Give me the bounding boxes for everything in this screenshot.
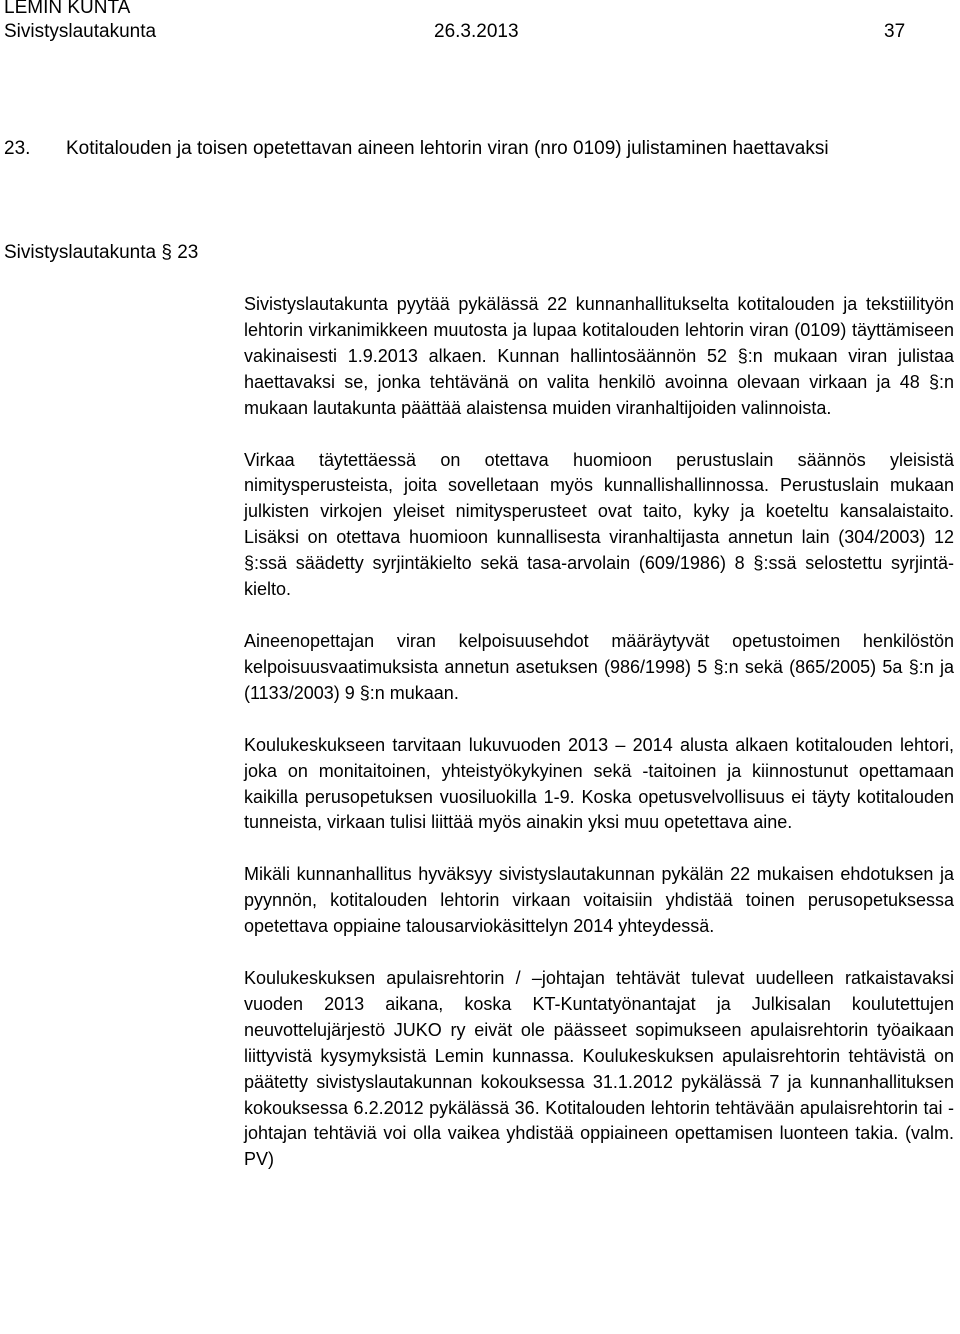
paragraph-2: Virkaa täytettäessä on otettava huomioon perustuslain säännös yleisistä nimitysperusteista, joita sovelletaan myös kunnallishallinnossa. Perustuslain mukaan julkisten virkojen yleiset nimitysperusteet ovat taito, kyky ja koeteltu kansalaistaito. Lisäksi on otettava huomioon kunnallisesta viranhaltijasta annetun lain (304/2003) 12 §:ssä säädetty syrjintäkielto sekä tasa-arvolain (609/1986) 8 §:ssä selostettu syrjintäkielto. — [244, 449, 954, 600]
section-title — [4, 136, 944, 162]
paragraph-3: Aineenopettajan viran kelpoisuusehdot määräytyvät opetustoimen henkilöstön kelpoisuusvaatimuksista annetun asetuksen (986/1998) 5 §:n sekä (865/2005) 5a §:n ja (1133/2003) 9 §:n mukaan. — [244, 630, 954, 703]
body-text — [244, 292, 954, 1199]
organization-name: LEMIN KUNTA — [4, 0, 131, 18]
paragraph-6: Koulukeskuksen apulaisrehtorin / –johtajan tehtävät tulevat uudelleen ratkaistavaksi vuoden 2013 aikana, koska KT-Kuntatyönantajat ja Julkisalan koulutettujen neuvottelujärjestö JUKO ry eivät ole päässeet sopimukseen apulaisrehtorin työaikaan liittyvistä kysymyksistä Lemin kunnassa. Koulukeskuksen apulaisrehtorin tehtävistä on päätetty sivistyslautakunnan kokouksessa 31.1.2012 pykälässä 7 ja kunnanhallituksen kokouksessa 6.2.2012 pykälässä 36. Kotitalouden lehtorin tehtävään apulaisrehtorin tai -johtajan tehtäviä voi olla vaikea yhdistää oppiaineen opettamisen luonteen takia. (valm. PV) — [244, 968, 954, 1170]
header-row — [4, 20, 944, 46]
paragraph-4: Koulukeskukseen tarvitaan lukuvuoden 2013 – 2014 alusta alkaen kotitalouden lehtori, joka on monitaitoinen, yhteistyökykyinen sekä -taitoinen ja kiinnostunut opettamaan kaikilla perusopetuksen vuosiluokilla 1-9. Koska opetusvelvollisuus ei täyty kotitalouden tunneista, virkaan tulisi liittää myös ainakin yksi muu opetettava aine. — [244, 734, 954, 833]
section-number: 23. — [4, 138, 31, 159]
page-number: 37 — [884, 21, 906, 42]
meeting-date: 26.3.2013 — [434, 21, 519, 42]
page-header — [4, 0, 944, 46]
committee-name: Sivistyslautakunta — [4, 21, 157, 42]
paragraph-1: Sivistyslautakunta pyytää pykälässä 22 kunnanhallitukselta kotitalouden ja tekstiilityön lehtorin virkanimikkeen muutosta ja lupaa kotitalouden lehtorin viran (0109) täyttämiseen vakinaisesti 1.9.2013 alkaen. Kunnan hallintosäännön 52 §:n mukaan viran julistaa haettavaksi se, jonka tehtävänä on valita henkilö avoinna olevaan virkaan ja 48 §:n mukaan lautakunta päättää alaistensa muiden viranhaltijoiden valinnoista. — [244, 294, 954, 418]
section-title-text: Kotitalouden ja toisen opetettavan aineen lehtorin viran (nro 0109) julistaminen haettavaksi — [66, 138, 829, 159]
section-heading: Sivistyslautakunta § 23 — [4, 242, 199, 263]
paragraph-5: Mikäli kunnanhallitus hyväksyy sivistyslautakunnan pykälän 22 mukaisen ehdotuksen ja pyynnön, kotitalouden lehtorin virkaan voitaisiin yhdistää toinen perusopetuksessa opetettava oppiaine talousarviokäsittelyn 2014 yhteydessä. — [244, 864, 954, 937]
